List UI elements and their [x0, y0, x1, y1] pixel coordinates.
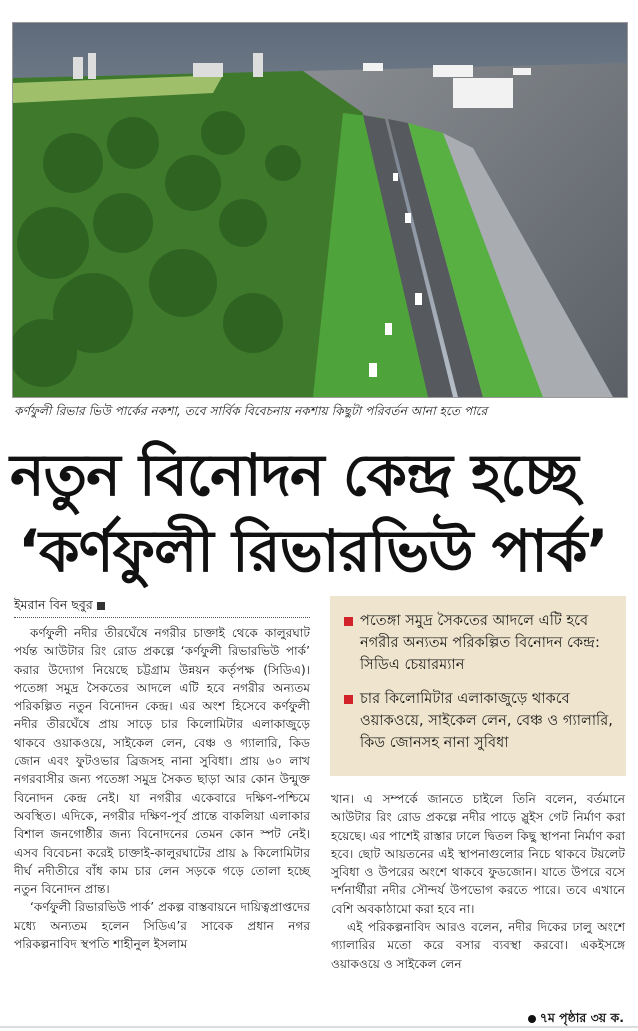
article-photo [12, 22, 628, 398]
dot-bullet-icon [528, 1015, 536, 1023]
city-river-road-icon [13, 23, 627, 397]
page-bottom-rule [0, 1026, 638, 1028]
photo-caption: কর্ণফুলী রিভার ভিউ পার্কের নকশা, তবে সার্বিক বিবেচনায় নকশায় কিছুটা পরিবর্তন আনা হতে পারে [14, 404, 488, 418]
red-square-bullet-icon [344, 695, 353, 704]
body-paragraph: ‘কর্ণফুলী রিভারভিউ পার্ক’ প্রকল্প বাস্তবায়নে দায়িত্বপ্রাপ্তদের মধ্যে অন্যতম হলেন সিডিএ’র সাবেক প্রধান নগর পরিকল্পনাবিদ স্থপতি শাহীনুল ইসলাম [14, 900, 310, 952]
highlight-item [344, 610, 622, 676]
highlight-text: পতেঙ্গা সমুদ্র সৈকতের আদলে এটি হবে নগরীর অন্যতম পরিকল্পিত বিনোদন কেন্দ্র: সিডিএ চেয়ারম্যান [360, 612, 600, 673]
body-column-2 [331, 790, 625, 973]
continuation-text: ৭ম পৃষ্ঠার ৩য় ক. [539, 1010, 624, 1025]
body-paragraph: খান। এ সম্পর্কে জানতে চাইলে তিনি বলেন, বর্তমানে আউটার রিং রোড প্রকল্পে নদীর পাড়ে স্লুইস গেট নির্মাণ করা হয়েছে। এর পাশেই রাস্তার ঢালে দ্বিতল কিছু স্থাপনা নির্মাণ করা হবে। ছোট আয়তনের এই স্থাপনাগুলোর নিচে থাকবে টয়লেট সুবিধা ও উপরের অংশে থাকবে ফুডজোন। যাতে উপরে বসে দর্শনার্থীরা নদীর সৌন্দর্য উপভোগ করতে পারে। তবে এখানে বেশি অবকাঠামো করা হবে না। [331, 792, 625, 916]
square-bullet-icon [97, 602, 105, 610]
red-square-bullet-icon [344, 617, 353, 626]
byline [14, 597, 105, 617]
headline-line-2: ‘কর্ণফুলী রিভারভিউ পার্ক’ [18, 517, 608, 585]
body-column-1 [14, 624, 310, 953]
highlight-box [330, 596, 626, 776]
headline-line-1: নতুন বিনোদন কেন্দ্র হচ্ছে [10, 441, 578, 509]
body-paragraph: কর্ণফুলী নদীর তীরঘেঁষে নগরীর চাক্তাই থেকে কালুরঘাট পর্যন্ত আউটার রিং রোড প্রকল্পে ‘কর্ণফুলী রিভারভিউ পার্ক’ করার উদ্যোগ নিয়েছে চট্টগ্রাম উন্নয়ন কর্তৃপক্ষ (সিডিএ)। পতেঙ্গা সমুদ্র সৈকতের আদলে এটি হবে নগরীর অন্যতম পরিকল্পিত নতুন বিনোদন কেন্দ্র। এর অংশ হিসেবে কর্ণফুলী নদীর তীরঘেঁষে প্রায় সাড়ে চার কিলোমিটার এলাকাজুড়ে থাকবে ওয়াকওয়ে, সাইকেল লেন, বেঞ্চ ও গ্যালারি, কিড জোন এবং ফুটওভার ব্রিজসহ নানা সুবিধা। প্রায় ৬০ লাখ নগরবাসীর জন্য পতেঙ্গা সমুদ্র সৈকত ছাড়া আর কোন উন্মুক্ত বিনোদন কেন্দ্র নেই। যা নগরীর একেবারে দক্ষিণ-পশ্চিমে অবস্থিত। এদিকে, নগরীর দক্ষিণ-পূর্ব প্রান্তে বাকলিয়া এলাকার বিশাল জনগোষ্ঠীর জন্য বিনোদনের তেমন কোন স্পট নেই। এসব বিবেচনা করেই চাক্তাই-কালুরঘাটের প্রায় ৯ কিলোমিটার দীর্ঘ নদীতীরে বাঁধ কাম চার লেন সড়কে গড়ে তোলা হচ্ছে নতুন বিনোদন প্রান্ত। [14, 626, 310, 897]
body-paragraph: এই পরিকল্পনাবিদ আরও বলেন, নদীর দিকের ঢালু অংশে গ্যালারির মতো করে বসার ব্যবস্থা করবো। একইসঙ্গে ওয়াকওয়ে ও সাইকেল লেন [331, 920, 625, 971]
author-name: ইমরান বিন ছবুর [14, 597, 93, 612]
highlight-text: চার কিলোমিটার এলাকাজুড়ে থাকবে ওয়াকওয়ে, সাইকেল লেন, বেঞ্চ ও গ্যালারি, কিড জোনসহ নানা সুবিধা [360, 690, 613, 751]
divider [14, 617, 310, 618]
highlight-item [344, 688, 622, 754]
